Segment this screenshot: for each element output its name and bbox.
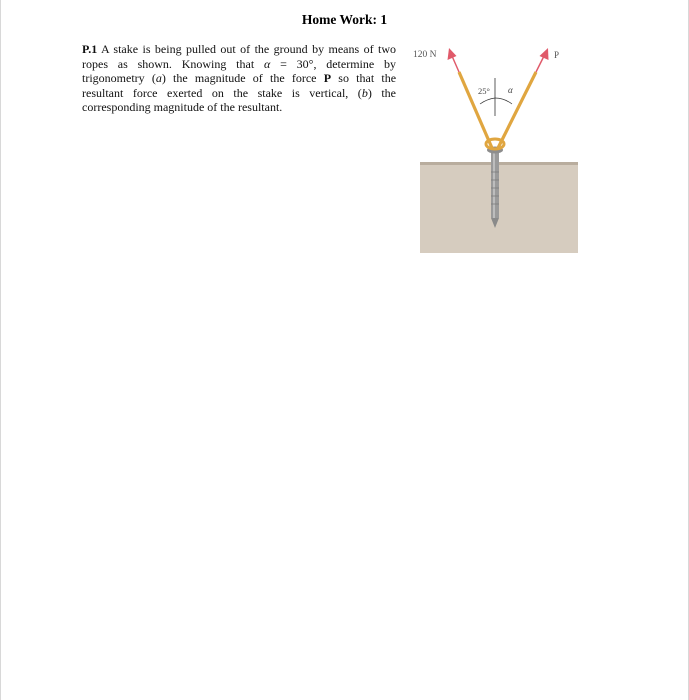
angle-label-left: 25° [478,86,490,96]
force-arrow-right-line [536,56,544,72]
problem-statement [82,42,396,115]
problem-text-5: ) the corresponding magnitude of the resultant. [82,85,396,115]
problem-text-2: = 30°, determine by trigonometry ( [82,56,397,86]
alpha-symbol: α [263,56,271,71]
problem-text-1: A stake is being pulled out of the ground by means of two ropes as shown. Knowing that [82,42,396,71]
rope-left [459,72,492,148]
part-b-label: b [361,85,368,100]
problem-number: P.1 [82,42,98,56]
angle-arc-left [480,98,495,104]
force-arrow-right-head [540,48,549,60]
angle-label-right: α [508,85,513,95]
angle-arc-right [495,98,512,104]
rope-right [498,72,536,148]
page-edge-left [0,0,1,700]
stake-shaft-highlight [493,152,495,218]
force-label-right: P [554,50,560,60]
force-label-left: 120 N [413,50,437,60]
problem-text-3: ) the magnitude of the force [161,71,317,86]
problem-text-4: so that the resultant force exerted on the stake is vertical, ( [82,71,397,100]
stake-figure [412,44,582,259]
part-a-label: a [155,71,162,86]
force-arrow-left-head [448,48,457,60]
force-p-symbol: P [323,71,332,86]
force-arrow-left-line [452,56,459,72]
page-title: Home Work: 1 [301,12,388,27]
